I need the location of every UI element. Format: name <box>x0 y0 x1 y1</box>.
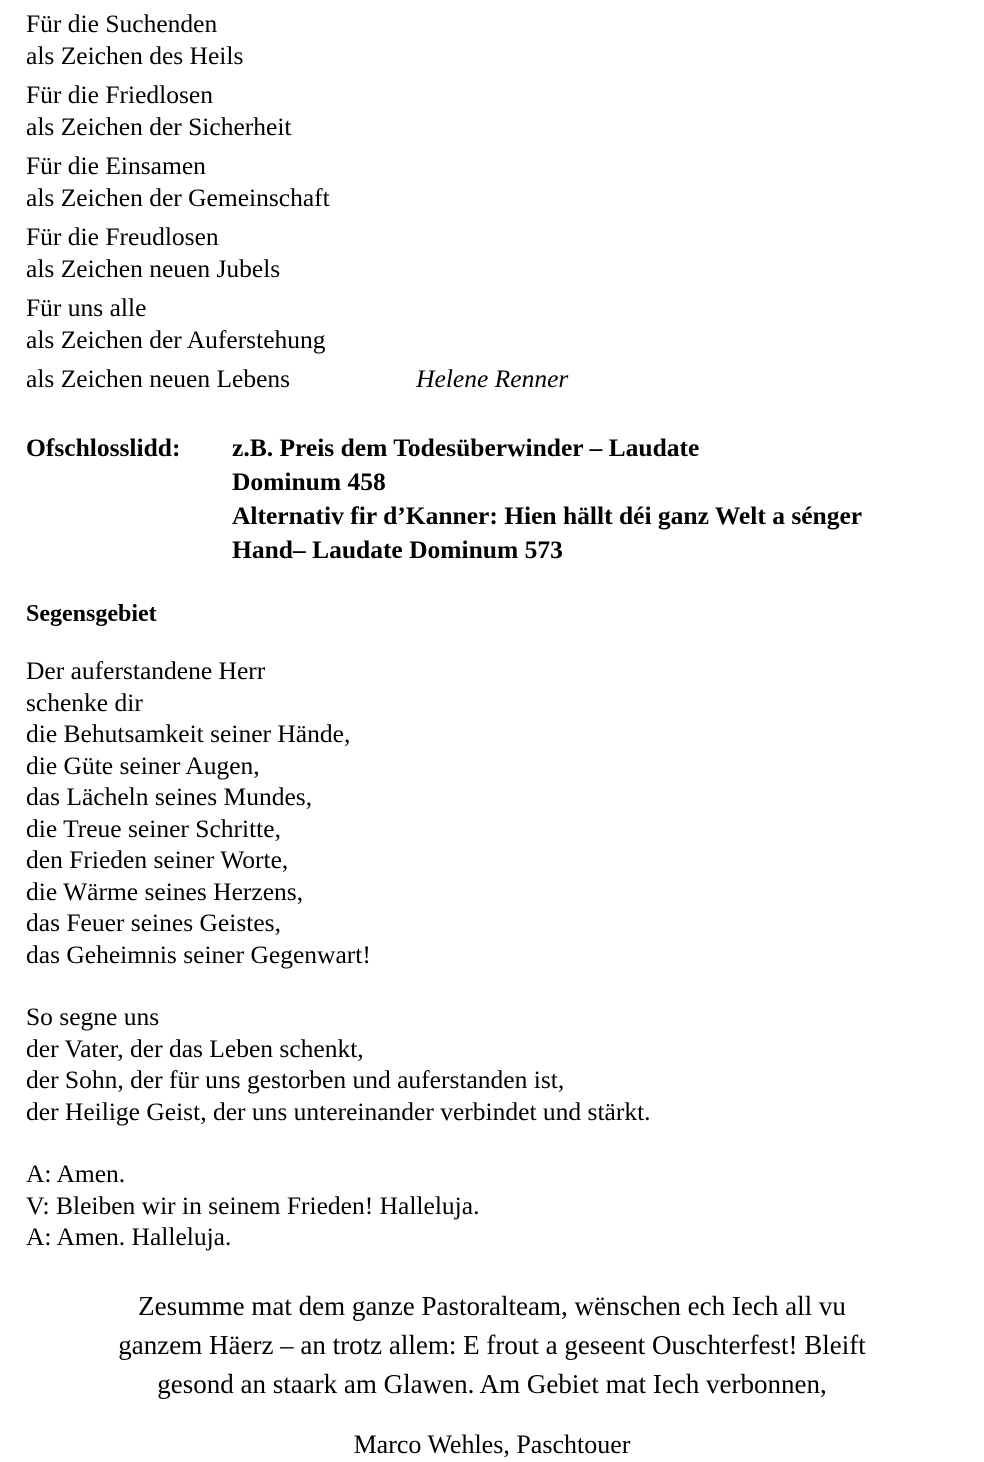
blessing-line: der Sohn, der für uns gestorben und auferstanden ist, <box>26 1065 565 1094</box>
closing-message-line: gesond an staark am Glawen. Am Gebiet mat Iech verbonnen, <box>157 1368 827 1399</box>
closing-song-lines <box>232 431 862 567</box>
response-line: A: Amen. <box>26 1159 126 1188</box>
poem-author: Helene Renner <box>416 364 569 393</box>
blessing-line: der Vater, der das Leben schenkt, <box>26 1033 364 1063</box>
blessing-responses <box>26 1158 958 1253</box>
blessing-line: die Wärme seines Herzens, <box>26 876 304 906</box>
intercession-poem <box>26 8 958 395</box>
closing-song-block <box>26 431 958 567</box>
blessing-line: die Behutsamkeit seiner Hände, <box>26 719 351 748</box>
poem-line: Für uns alle <box>26 293 147 322</box>
poem-line: als Zeichen neuen Lebens <box>26 364 291 393</box>
closing-song-label: Ofschlosslidd: <box>26 433 181 462</box>
response-line: V: Bleiben wir in seinem Frieden! Halleluja. <box>26 1190 480 1220</box>
poem-stanza <box>26 150 958 214</box>
poem-stanza <box>26 221 958 285</box>
closing-song-line: Hand– Laudate Dominum 573 <box>232 535 563 564</box>
poem-line: als Zeichen der Auferstehung <box>26 325 326 354</box>
blessing-line: das Feuer seines Geistes, <box>26 908 281 937</box>
closing-song-line: Alternativ fir d’Kanner: Hien hällt déi ganz Welt a sénger <box>232 501 863 530</box>
blessing-part-two <box>26 1001 958 1127</box>
closing-message-line: Zesumme mat dem ganze Pastoralteam, wënschen ech Iech all vu <box>138 1290 846 1321</box>
closing-song-line: Dominum 458 <box>232 467 386 496</box>
blessing-line: Der auferstandene Herr <box>26 656 266 685</box>
poem-line: als Zeichen der Gemeinschaft <box>26 183 330 212</box>
poem-line: als Zeichen neuen Jubels <box>26 254 281 283</box>
blessing-line: schenke dir <box>26 687 143 717</box>
blessing-line: So segne uns <box>26 1002 160 1031</box>
poem-line: Für die Freudlosen <box>26 222 219 251</box>
blessing-line: die Güte seiner Augen, <box>26 750 260 780</box>
poem-line: Für die Friedlosen <box>26 80 213 109</box>
closing-message-line: ganzem Häerz – an trotz allem: E frout a geseent Ouschterfest! Bleift <box>118 1329 866 1360</box>
blessing-line: der Heilige Geist, der uns untereinander verbindet und stärkt. <box>26 1096 651 1126</box>
blessing-line: das Lächeln seines Mundes, <box>26 782 313 811</box>
poem-stanza <box>26 292 958 356</box>
closing-song-line: z.B. Preis dem Todesüberwinder – Laudate <box>232 433 700 462</box>
blessing-part-one <box>26 655 958 970</box>
signature: Marco Wehles, Paschtouer <box>353 1429 631 1459</box>
response-line: A: Amen. Halleluja. <box>26 1222 232 1251</box>
poem-line: als Zeichen der Sicherheit <box>26 112 292 141</box>
blessing-heading: Segensgebiet <box>26 601 157 627</box>
closing-message <box>44 1287 940 1404</box>
poem-line: Für die Suchenden <box>26 9 218 38</box>
poem-stanza <box>26 79 958 143</box>
blessing-line: das Geheimnis seiner Gegenwart! <box>26 939 371 969</box>
poem-final-line-with-credit <box>26 363 958 395</box>
blessing-line: den Frieden seiner Worte, <box>26 845 289 874</box>
blessing-line: die Treue seiner Schritte, <box>26 813 281 843</box>
poem-line: als Zeichen des Heils <box>26 41 244 70</box>
poem-stanza <box>26 8 958 72</box>
poem-line: Für die Einsamen <box>26 151 206 180</box>
